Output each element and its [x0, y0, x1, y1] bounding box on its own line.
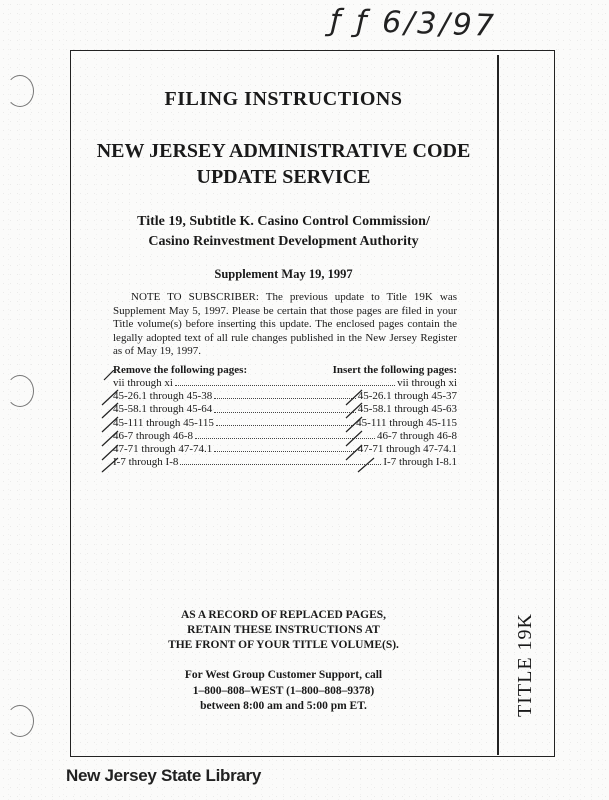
side-title-tab: TITLE 19K	[513, 613, 536, 717]
remove-pages: 45-26.1 through 45-38	[113, 390, 213, 403]
customer-support	[72, 668, 495, 715]
list-item	[113, 456, 457, 469]
title-tab-divider	[497, 55, 499, 755]
code-title-line2: UPDATE SERVICE	[196, 166, 371, 188]
punch-hole-mark	[6, 375, 34, 407]
page-title: FILING INSTRUCTIONS	[164, 88, 403, 110]
leader-dots	[214, 398, 355, 399]
insert-header: Insert the following pages:	[332, 364, 457, 376]
code-title-line1: NEW JERSEY ADMINISTRATIVE CODE	[96, 140, 471, 162]
remove-pages: 45-58.1 through 45-64	[113, 403, 213, 416]
leader-dots	[175, 385, 395, 386]
insert-pages: 47-71 through 47-74.1	[357, 442, 457, 455]
leader-dots	[214, 412, 355, 413]
insert-pages: 45-58.1 through 45-63	[357, 403, 457, 416]
library-stamp: New Jersey State Library	[66, 766, 262, 785]
remove-pages: 47-71 through 47-74.1	[113, 442, 213, 455]
list-item	[113, 377, 457, 390]
insert-pages: 46-7 through 46-8	[376, 429, 457, 442]
punch-hole-mark	[6, 75, 34, 107]
record-instructions	[72, 608, 495, 653]
support-line1: For West Group Customer Support, call	[184, 669, 383, 681]
leader-dots	[195, 438, 375, 439]
handwritten-annotation: ƒ ƒ 6/3/97	[329, 3, 498, 44]
remove-pages: I-7 through I-8	[113, 456, 179, 469]
code-title	[72, 138, 495, 190]
list-item	[113, 403, 457, 416]
record-line1: AS A RECORD OF REPLACED PAGES,	[180, 609, 387, 621]
page-list	[113, 377, 457, 469]
punch-hole-mark	[6, 705, 34, 737]
remove-pages: 46-7 through 46-8	[113, 429, 194, 442]
support-line3: between 8:00 am and 5:00 pm ET.	[200, 700, 367, 712]
subtitle-line1: Title 19, Subtitle K. Casino Control Commission/	[137, 214, 430, 229]
remove-pages: vii through xi	[113, 376, 173, 389]
list-item	[113, 417, 457, 430]
insert-pages: 45-111 through 45-115	[356, 416, 457, 429]
supplement-date: Supplement May 19, 1997	[214, 267, 353, 281]
leader-dots	[216, 425, 354, 426]
list-item	[113, 390, 457, 403]
list-item	[113, 430, 457, 443]
support-line2: 1–800–808–WEST (1–800–808–9378)	[192, 684, 375, 697]
insert-pages: I-7 through I-8.1	[383, 456, 457, 469]
remove-pages: 45-111 through 45-115	[113, 416, 214, 429]
list-item	[113, 443, 457, 456]
subtitle	[72, 212, 495, 252]
subtitle-line2: Casino Reinvestment Development Authority	[148, 234, 419, 249]
page-list-header	[113, 364, 457, 376]
insert-pages: 45-26.1 through 45-37	[357, 390, 457, 403]
leader-dots	[180, 464, 381, 465]
subscriber-note: NOTE TO SUBSCRIBER: The previous update to Title 19K was Supplement May 5, 1997. Please be certain that those pages are filed in your Title volume(s) before inserting this update. The enclosed pages contain the legally adopted text of all rule changes published in the New Jersey Register as of May 19, 1997.	[113, 291, 457, 357]
record-line2: RETAIN THESE INSTRUCTIONS AT	[187, 624, 380, 636]
record-line3: THE FRONT OF YOUR TITLE VOLUME(S).	[168, 639, 399, 651]
leader-dots	[214, 451, 355, 452]
insert-pages: vii through xi	[397, 376, 457, 389]
remove-header: Remove the following pages:	[113, 364, 248, 376]
